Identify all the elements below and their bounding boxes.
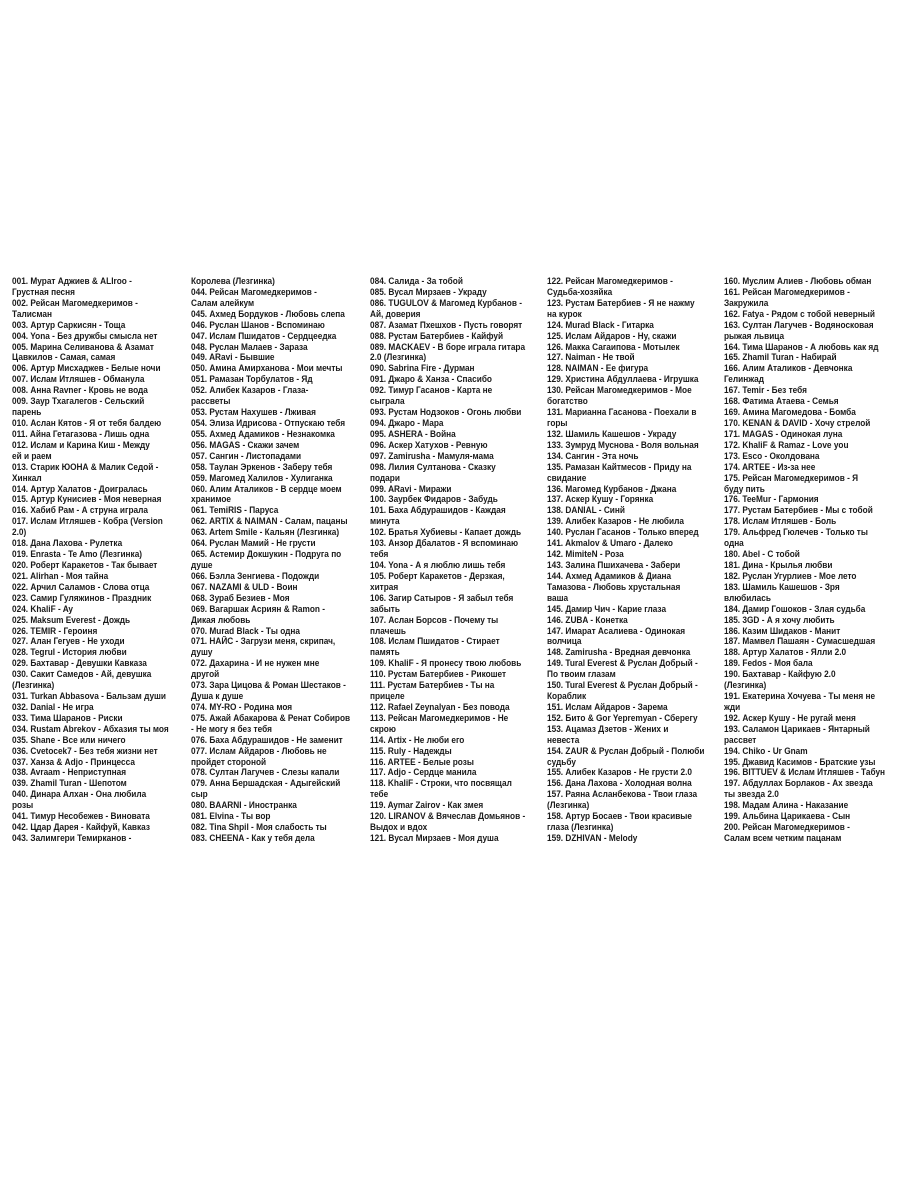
track-line: душе <box>191 559 213 570</box>
track-line: 167. Temir - Без тебя <box>724 385 807 396</box>
track-line: 089. MACKAEV - В боре играла гитара <box>370 341 526 352</box>
track-line: забыть <box>370 603 400 614</box>
track-line: 139. Алибек Казаров - Не любила <box>547 516 684 527</box>
tracklist-column-1 <box>12 276 186 932</box>
track-line: 028. Tegrul - История любви <box>12 647 127 658</box>
track-line: 120. LIRANOV & Вячеслав Домьянов - <box>370 811 526 822</box>
track-line: 172. KhaliF & Ramaz - Love you <box>724 439 849 450</box>
track-line: 034. Rustam Abrekov - Абхазия ты моя <box>12 723 169 734</box>
track-line: 038. Avraam - Неприступная <box>12 767 127 778</box>
track-line: 113. Рейсан Магомедкеримов - Не <box>370 712 509 723</box>
track-line: 129. Христина Абдуллаева - Игрушка <box>547 374 699 385</box>
track-line: 030. Сакит Самедов - Ай, девушка <box>12 669 152 680</box>
track-line: 127. Naiman - Не твой <box>547 352 635 363</box>
track-line: 2.0 (Лезгинка) <box>370 352 427 363</box>
track-line: 029. Бахтавар - Девушки Кавказа <box>12 658 147 669</box>
track-line: 149. Tural Everest & Руслан Добрый - <box>547 658 698 669</box>
track-line: Дикая любовь <box>191 614 251 625</box>
track-line: Грустная песня <box>12 286 75 297</box>
track-line: 169. Амина Магомедова - Бомба <box>724 407 856 418</box>
track-line: влюбилась <box>724 592 771 603</box>
track-line: 115. Ruly - Надежды <box>370 745 452 756</box>
track-line: 104. Yona - А я люблю лишь тебя <box>370 559 506 570</box>
track-line: 095. ASHERA - Война <box>370 428 456 439</box>
track-line: 091. Джаро & Ханза - Спасибо <box>370 374 492 385</box>
track-line: 088. Рустам Батербиев - Кайфуй <box>370 330 504 341</box>
track-line: Ай, доверия <box>370 308 421 319</box>
track-line: подари <box>370 472 400 483</box>
track-line: 071. НАЙС - Загрузи меня, скрипач, <box>191 636 336 647</box>
track-line: 022. Арчил Саламов - Слова отца <box>12 581 150 592</box>
track-line: 154. ZAUR & Руслан Добрый - Полюби <box>547 745 705 756</box>
track-line: 015. Артур Кунисиев - Моя неверная <box>12 494 162 505</box>
track-line: Хинкал <box>12 472 42 483</box>
track-line: 190. Бахтавар - Кайфую 2.0 <box>724 669 836 680</box>
track-line: пройдет стороной <box>191 756 267 767</box>
track-line: Талисман <box>12 308 52 319</box>
track-line: 189. Fedos - Моя бала <box>724 658 813 669</box>
tracklist-column-2 <box>191 276 365 932</box>
track-line: 116. ARTEE - Белые розы <box>370 756 474 767</box>
track-line: 058. Таулан Эркенов - Заберу тебя <box>191 461 333 472</box>
track-line: 072. Дахарина - И не нужен мне <box>191 658 320 669</box>
track-line: 068. Зураб Безиев - Моя <box>191 592 290 603</box>
track-line: 041. Тимур Несобежев - Виновата <box>12 811 150 822</box>
track-line: Душа к душе <box>191 691 244 702</box>
track-line: 110. Рустам Батербиев - Рикошет <box>370 669 507 680</box>
track-line: 123. Рустам Батербиев - Я не нажму <box>547 297 695 308</box>
track-line: Закружила <box>724 297 769 308</box>
track-line: 006. Артур Мисхаджев - Белые ночи <box>12 363 161 374</box>
track-line: 124. Murad Black - Гитарка <box>547 319 654 330</box>
track-line: 138. DANIAL - Синй <box>547 505 625 516</box>
track-line: 012. Ислам и Карина Киш - Между <box>12 439 150 450</box>
track-line: 085. Вусал Мирзаев - Украду <box>370 286 487 297</box>
track-line: 125. Ислам Айдаров - Ну, скажи <box>547 330 677 341</box>
track-line: 112. Rafael Zeynalyan - Без повода <box>370 701 510 712</box>
track-line: 107. Аслан Борсов - Почему ты <box>370 614 499 625</box>
track-line: 105. Роберт Каракетов - Дерзкая, <box>370 570 505 581</box>
track-line: 036. Cvetocek7 - Без тебя жизни нет <box>12 745 158 756</box>
track-line: 170. KENAN & DAVID - Хочу стрелой <box>724 417 871 428</box>
track-line: 084. Салида - За тобой <box>370 276 463 286</box>
tracklist-column-3 <box>370 276 544 932</box>
track-line: 173. Esco - Околдована <box>724 450 820 461</box>
track-line: Судьба-хозяйка <box>547 286 613 297</box>
track-line: 185. 3GD - А я хочу любить <box>724 614 835 625</box>
track-line: 199. Альбина Царикаева - Сын <box>724 811 851 822</box>
track-line: 048. Руслан Малаев - Зараза <box>191 341 308 352</box>
track-line: 073. Зара Цицова & Роман Шестаков - <box>191 680 346 691</box>
track-line: 040. Динара Алхан - Она любила <box>12 789 147 800</box>
track-line: 013. Старик ЮОНА & Малик Седой - <box>12 461 159 472</box>
track-line: 076. Баха Абдурашидов - Не заменит <box>191 734 343 745</box>
track-line: 188. Артур Халатов - Ялли 2.0 <box>724 647 847 658</box>
track-line: 161. Рейсан Магомедкеримов - <box>724 286 850 297</box>
track-line: богатство <box>547 396 588 407</box>
track-line: скрою <box>370 723 396 734</box>
track-line: 158. Артур Босаев - Твои красивые <box>547 811 692 822</box>
track-line: 196. BITTUEV & Ислам Итляшев - Табун <box>724 767 886 778</box>
track-line: 131. Марианна Гасанова - Поехали в <box>547 407 697 418</box>
tracklist-column-4 <box>547 276 721 932</box>
track-line: 018. Дана Лахова - Рулетка <box>12 538 123 549</box>
track-line: плачешь <box>370 625 407 636</box>
track-line: 014. Артур Халатов - Доигралась <box>12 483 148 494</box>
track-line: 060. Алим Аталиков - В сердце моем <box>191 483 342 494</box>
track-line: 159. DZHIVAN - Melody <box>547 833 638 844</box>
track-line: 075. Ажай Абакарова & Ренат Собиров <box>191 712 351 723</box>
track-line: 003. Артур Саркисян - Тоща <box>12 319 126 330</box>
track-line: (Лезгинка) <box>12 680 55 691</box>
track-line: 179. Альфред Гюлечев - Только ты <box>724 527 868 538</box>
track-line: 056. MAGAS - Скажи зачем <box>191 439 300 450</box>
track-line: 166. Алим Аталиков - Девчонка <box>724 363 853 374</box>
track-line: 174. ARTEE - Из-за нее <box>724 461 816 472</box>
track-line: рассвет <box>724 734 757 745</box>
track-line: 002. Рейсан Магомедкеримов - <box>12 297 138 308</box>
track-line: 195. Джавид Касимов - Братские узы <box>724 756 876 767</box>
track-line: 176. TeeMur - Гармония <box>724 494 819 505</box>
track-line: 092. Тимур Гасанов - Карта не <box>370 385 493 396</box>
track-line: 152. Бито & Gor Yepremyan - Сберегу <box>547 712 698 723</box>
track-line: 101. Баха Абдурашидов - Каждая <box>370 505 506 516</box>
track-line: 191. Екатерина Хочуева - Ты меня не <box>724 691 876 702</box>
track-line: сыр <box>191 789 208 800</box>
track-line: 009. Заур Тхагалегов - Сельский <box>12 396 145 407</box>
track-line: Цавкилов - Самая, самая <box>12 352 116 363</box>
track-line: судьбу <box>547 756 576 767</box>
track-line: Выдох и вдох <box>370 822 428 833</box>
track-line: 194. Chiko - Ur Gnam <box>724 745 808 756</box>
track-line: По твоим глазам <box>547 669 616 680</box>
track-line: 198. Мадам Алина - Наказание <box>724 800 849 811</box>
track-line: ваша <box>547 592 569 603</box>
track-line: ей и раем <box>12 450 52 461</box>
track-line: 162. Fatya - Рядом с тобой неверный <box>724 308 875 319</box>
track-line: другой <box>191 669 220 680</box>
track-line: 135. Рамазан Кайтмесов - Приду на <box>547 461 692 472</box>
track-line: 153. Ацамаз Дзетов - Жених и <box>547 723 669 734</box>
track-line: 008. Анна Ravner - Кровь не вода <box>12 385 148 396</box>
track-line: 059. Магомед Халилов - Хулиганка <box>191 472 333 483</box>
track-line: розы <box>12 800 34 811</box>
track-line: 111. Рустам Батербиев - Ты на <box>370 680 495 691</box>
track-line: невеста <box>547 734 580 745</box>
track-line: глаза (Лезгинка) <box>547 822 614 833</box>
track-line: 027. Алан Гегуев - Не уходи <box>12 636 125 647</box>
track-line: 114. Artix - Не люби его <box>370 734 465 745</box>
track-line: 063. Artem Smile - Кальян (Лезгинка) <box>191 527 340 538</box>
tracklist-sheet <box>10 276 890 932</box>
track-line: 066. Бэлла Зенгиева - Подожди <box>191 570 320 581</box>
track-line: 082. Tina Shpil - Моя слабость ты <box>191 822 327 833</box>
track-line: 017. Ислам Итляшев - Кобра (Version <box>12 516 163 527</box>
track-line: - Не могу я без тебя <box>191 723 272 734</box>
track-line: 001. Мурат Аджиев & ALIroo - <box>12 276 132 286</box>
track-line: 140. Руслан Гасанов - Только вперед <box>547 527 699 538</box>
track-line: хранимое <box>191 494 231 505</box>
track-line: 168. Фатима Атаева - Семья <box>724 396 839 407</box>
track-line: 044. Рейсан Магомедкеримов - <box>191 286 317 297</box>
track-line: 011. Айна Гетагазова - Лишь одна <box>12 428 150 439</box>
track-line: прицеле <box>370 691 405 702</box>
track-line: Салам всем четким пацанам <box>724 833 842 844</box>
track-line: 177. Рустам Батербиев - Мы с тобой <box>724 505 873 516</box>
track-line: 042. Цдар Дарея - Кайфуй, Кавказ <box>12 822 150 833</box>
track-line: 143. Залина Пшихачева - Забери <box>547 559 681 570</box>
track-line: 108. Ислам Пшидатов - Стирает <box>370 636 500 647</box>
track-line: 080. BAARNI - Иностранка <box>191 800 297 811</box>
track-line: 093. Рустам Нодзоков - Огонь любви <box>370 407 522 418</box>
track-line: 052. Алибек Казаров - Глаза- <box>191 385 309 396</box>
track-line: парень <box>12 407 42 418</box>
track-line: Гелинжад <box>724 374 765 385</box>
track-line: 057. Сангин - Листопадами <box>191 450 302 461</box>
track-line: 039. Zhamil Turan - Шепотом <box>12 778 127 789</box>
track-line: на курок <box>547 308 582 319</box>
track-line: 081. Elvina - Ты вор <box>191 811 271 822</box>
track-line: 065. Астемир Докшукин - Подруга по <box>191 549 342 560</box>
track-line: 151. Ислам Айдаров - Зарема <box>547 701 668 712</box>
track-line: 074. MY-RO - Родина моя <box>191 701 293 712</box>
track-line: 178. Ислам Итляшев - Боль <box>724 516 837 527</box>
track-line: минута <box>370 516 400 527</box>
track-line: 099. ARavi - Миражи <box>370 483 452 494</box>
track-line: 180. Abel - С тобой <box>724 549 800 560</box>
track-line: 186. Казим Шидаков - Манит <box>724 625 841 636</box>
track-line: 100. Заурбек Фидаров - Забудь <box>370 494 498 505</box>
track-line: 047. Ислам Пшидатов - Сердцеедка <box>191 330 337 341</box>
track-line: 163. Султан Лагучев - Водяносковая <box>724 319 874 330</box>
track-line: 136. Магомед Курбанов - Джана <box>547 483 677 494</box>
track-line: 106. Загир Сатыров - Я забыл тебя <box>370 592 514 603</box>
track-line: 150. Tural Everest & Руслан Добрый - <box>547 680 698 691</box>
track-line: 137. Аскер Кушу - Горянка <box>547 494 654 505</box>
track-line: 156. Дана Лахова - Холодная волна <box>547 778 692 789</box>
track-line: 133. Зумруд Муснова - Воля вольная <box>547 439 699 450</box>
track-line: 077. Ислам Айдаров - Любовь не <box>191 745 327 756</box>
track-line: 141. Akmalov & Umaro - Далеко <box>547 538 673 549</box>
track-line: 069. Вагаршак Асриян & Ramon - <box>191 603 326 614</box>
track-line: буду пить <box>724 483 765 494</box>
track-line: 045. Ахмед Бордуков - Любовь слепа <box>191 308 345 319</box>
track-line: 064. Руслан Мамий - Не грусти <box>191 538 316 549</box>
track-line: 016. Хабиб Рам - А струна играла <box>12 505 148 516</box>
track-line: 121. Вусал Мирзаев - Моя душа <box>370 833 499 844</box>
track-line: 192. Аскер Кушу - Не ругай меня <box>724 712 856 723</box>
track-line: 142. MimiteN - Роза <box>547 549 624 560</box>
track-line: жди <box>724 701 741 712</box>
track-line: 062. ARTIX & NAIMAN - Салам, пацаны <box>191 516 348 527</box>
track-line: одна <box>724 538 744 549</box>
track-line: 025. Maksum Everest - Дождь <box>12 614 131 625</box>
track-line: 147. Имарат Асалиева - Одинокая <box>547 625 686 636</box>
track-line: 122. Рейсан Магомедкеримов - <box>547 276 673 286</box>
track-line: 157. Раяна Асланбекова - Твои глаза <box>547 789 698 800</box>
track-line: 182. Руслан Угурлиев - Мое лето <box>724 570 857 581</box>
track-line: память <box>370 647 400 658</box>
track-line: 020. Роберт Каракетов - Так бывает <box>12 559 158 570</box>
track-line: 184. Дамир Гошоков - Злая судьба <box>724 603 866 614</box>
track-line: 197. Абдуллах Борлаков - Ах звезда <box>724 778 873 789</box>
track-line: 126. Макка Сагаипова - Мотылек <box>547 341 680 352</box>
track-line: 175. Рейсан Магомедкеримов - Я <box>724 472 859 483</box>
track-line: 132. Шамиль Кашешов - Украду <box>547 428 677 439</box>
track-line: Тамазова - Любовь хрустальная <box>547 581 681 592</box>
track-line: 031. Turkan Abbasova - Бальзам души <box>12 691 167 702</box>
track-line: 181. Дина - Крылья любви <box>724 559 833 570</box>
track-line: 004. Yona - Без дружбы смысла нет <box>12 330 158 341</box>
track-line: 128. NAIMAN - Ее фигура <box>547 363 649 374</box>
track-line: 055. Ахмед Адамиков - Незнакомка <box>191 428 335 439</box>
track-line: 054. Элиза Идрисова - Отпускаю тебя <box>191 417 346 428</box>
track-line: 033. Тима Шаранов - Риски <box>12 712 123 723</box>
track-line: 051. Рамазан Торбулатов - Яд <box>191 374 313 385</box>
track-line: 086. TUGULOV & Магомед Курбанов - <box>370 297 522 308</box>
track-line: 165. Zhamil Turan - Набирай <box>724 352 837 363</box>
track-line: 096. Аскер Хатухов - Ревную <box>370 439 488 450</box>
track-line: 183. Шамиль Кашешов - Зря <box>724 581 840 592</box>
track-line: 094. Джаро - Мара <box>370 417 444 428</box>
track-line: 079. Анна Бершадская - Адыгейский <box>191 778 341 789</box>
track-line: 023. Самир Гуляжинов - Праздник <box>12 592 152 603</box>
track-line: 193. Саламон Царикаев - Янтарный <box>724 723 870 734</box>
track-line: 024. KhaliF - Ay <box>12 603 73 614</box>
track-line: 118. KhaliF - Строки, что посвящал <box>370 778 512 789</box>
track-line: 043. Залимгери Темирканов - <box>12 833 132 844</box>
track-line: 109. KhaliF - Я пронесу твою любовь <box>370 658 522 669</box>
track-line: рассветы <box>191 396 231 407</box>
track-line: 130. Рейсан Магомедкеримов - Мое <box>547 385 692 396</box>
tracklist-columns <box>10 276 890 932</box>
track-line: волчица <box>547 636 582 647</box>
track-line: 083. CHEENA - Как у тебя дела <box>191 833 315 844</box>
track-line: 087. Азамат Пхешхов - Пусть говорят <box>370 319 523 330</box>
track-line: сыграла <box>370 396 405 407</box>
track-line: 155. Алибек Казаров - Не грусти 2.0 <box>547 767 692 778</box>
track-line: 164. Тима Шаранов - А любовь как яд <box>724 341 879 352</box>
track-line: 148. Zamirusha - Вредная девчонка <box>547 647 691 658</box>
track-line: 102. Братья Хубиевы - Капает дождь <box>370 527 522 538</box>
track-line: 117. Adjo - Сердце манила <box>370 767 477 778</box>
track-line: 078. Султан Лагучев - Слезы капали <box>191 767 340 778</box>
track-line: Королева (Лезгинка) <box>191 276 275 286</box>
track-line: 035. Shane - Все или ничего <box>12 734 126 745</box>
track-line: 067. NAZAMI & ULD - Воин <box>191 581 298 592</box>
track-line: 046. Руслан Шанов - Вспоминаю <box>191 319 325 330</box>
track-line: ты звезда 2.0 <box>724 789 779 800</box>
track-line: 061. TemiRIS - Паруса <box>191 505 279 516</box>
track-line: 007. Ислам Итляшев - Обманула <box>12 374 145 385</box>
track-line: 097. Zamirusha - Мамуля-мама <box>370 450 494 461</box>
track-line: рыжая львица <box>724 330 785 341</box>
track-line: душу <box>191 647 213 658</box>
track-line: горы <box>547 417 568 428</box>
track-line: 103. Анзор Дбалатов - Я вспоминаю <box>370 538 519 549</box>
track-line: (Лезгинка) <box>724 680 767 691</box>
track-line: 200. Рейсан Магомедкеримов - <box>724 822 850 833</box>
track-line: Кораблик <box>547 691 587 702</box>
track-line: 026. TEMIR - Героиня <box>12 625 98 636</box>
track-line: 005. Марина Селиванова & Азамат <box>12 341 154 352</box>
track-line: хитрая <box>370 581 399 592</box>
track-line: 053. Рустам Нахушев - Лживая <box>191 407 316 418</box>
track-line: 070. Murad Black - Ты одна <box>191 625 300 636</box>
track-line: 050. Амина Амирханова - Мои мечты <box>191 363 343 374</box>
track-line: 119. Aymar Zairov - Как змея <box>370 800 484 811</box>
track-line: 037. Ханза & Adjo - Принцесса <box>12 756 135 767</box>
track-line: 032. Danial - Не игра <box>12 701 94 712</box>
track-line: 134. Сангин - Эта ночь <box>547 450 639 461</box>
track-line: (Лезгинка) <box>547 800 590 811</box>
track-line: 160. Муслим Алиев - Любовь обман <box>724 276 872 286</box>
track-line: 2.0) <box>12 527 27 538</box>
track-line: 098. Лилия Султанова - Сказку <box>370 461 496 472</box>
track-line: 049. ARavi - Бывшие <box>191 352 275 363</box>
tracklist-column-5 <box>724 276 898 932</box>
track-line: свидание <box>547 472 587 483</box>
track-line: 019. Enrasta - Te Amo (Лезгинка) <box>12 549 143 560</box>
track-line: 146. ZUBA - Конетка <box>547 614 628 625</box>
track-line: 187. Мамвел Пашаян - Сумасшедшая <box>724 636 876 647</box>
track-line: тебя <box>370 549 389 560</box>
track-line: 090. Sabrina Fire - Дурман <box>370 363 475 374</box>
track-line: 144. Ахмед Адамиков & Диана <box>547 570 672 581</box>
track-line: 010. Аслан Кятов - Я от тебя балдею <box>12 417 162 428</box>
track-line: 145. Дамир Чич - Карие глаза <box>547 603 667 614</box>
track-line: 021. Alirhan - Моя тайна <box>12 570 109 581</box>
track-line: 171. MAGAS - Одинокая луна <box>724 428 843 439</box>
track-line: тебе <box>370 789 389 800</box>
track-line: Салам алейкум <box>191 297 255 308</box>
